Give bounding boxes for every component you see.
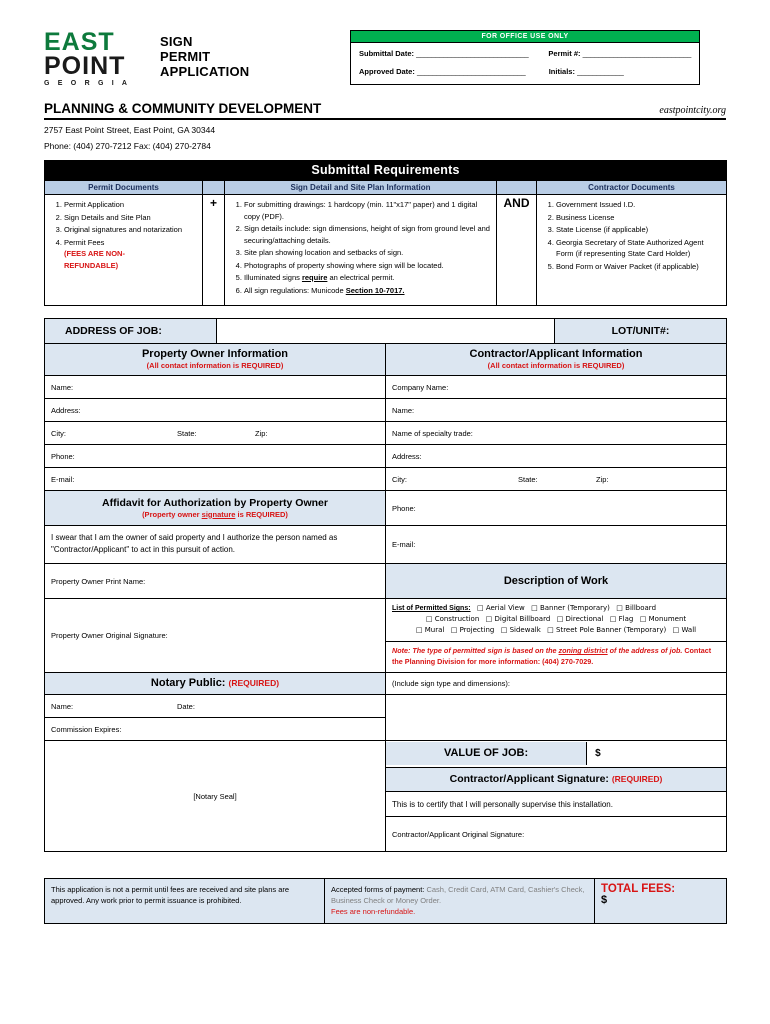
notary-seal-box[interactable]: [Notary Seal] (45, 741, 386, 852)
list-item: 1. Permit Application (64, 199, 197, 211)
note-zoning-district: zoning district (558, 646, 608, 655)
sign-option-monument[interactable]: □ Monument (635, 615, 687, 623)
footer-table (44, 878, 727, 924)
form-title-line1: SIGN (160, 34, 193, 49)
submittal-spacer-2 (497, 181, 537, 195)
sign-option-wall[interactable]: □ Wall (668, 626, 697, 634)
submittal-spacer-1 (203, 181, 225, 195)
contractor-address-field[interactable]: Address: (386, 445, 727, 468)
list-item: 4. Georgia Secretary of State Authorized Agent Form (if representing State Card Holder) (556, 237, 721, 260)
note-italic-1: The type of permitted sign is based on the (410, 646, 559, 655)
affidavit-title: Affidavit for Authorization by Property Owner (102, 496, 328, 509)
approved-date-input[interactable]: ____________________________ (416, 67, 526, 76)
sign-option-label: Sidewalk (509, 626, 541, 634)
office-row-approved (359, 67, 691, 76)
address-lot-row (44, 318, 727, 344)
sign-option-label: Projecting (459, 626, 495, 634)
lot-unit-label: LOT/UNIT#: (555, 319, 727, 344)
form-title-line3: APPLICATION (160, 64, 250, 79)
department-phone-fax: Phone: (404) 270-7212 Fax: (404) 270-2784 (44, 141, 211, 151)
affidavit-statement: I swear that I am the owner of said property and I authorize the person named as "Contractor/Applicant" to act in this pursuit of action. (45, 526, 386, 564)
owner-name-field[interactable]: Name: (45, 376, 386, 399)
value-of-job-row (386, 741, 727, 768)
note-rest: Contact the Planning Division for more information: (404) 270-7029. (392, 646, 712, 666)
list-item: 5. Bond Form or Waiver Packet (if applicable) (556, 261, 721, 273)
list-item: 1. Government Issued I.D. (556, 199, 721, 211)
submittal-title: Submittal Requirements (45, 161, 727, 181)
footer-permit-note: This application is not a permit until fees are received and site plans are approved. Any work prior to permit issuance is prohibited. (45, 879, 325, 924)
permitted-signs-list (386, 599, 727, 642)
owner-address-field[interactable]: Address: (45, 399, 386, 422)
office-row-submittal (359, 49, 691, 58)
note-italic-2: of the address of job. (607, 646, 683, 655)
address-of-job-label: ADDRESS OF JOB: (45, 319, 217, 344)
fees-nonrefundable-line2: REFUNDABLE) (64, 260, 119, 270)
department-title: PLANNING & COMMUNITY DEVELOPMENT (44, 101, 322, 116)
sign-option-label: Monument (648, 615, 687, 623)
certify-statement: This is to certify that I will personally supervise this installation. (386, 792, 727, 817)
contractor-city-label: City: (392, 474, 407, 484)
contractor-email-field[interactable]: E-mail: (386, 526, 727, 564)
sign-option-label: Wall (681, 626, 697, 634)
sign-option-label: Street Pole Banner (Temporary) (556, 626, 667, 634)
form-title-line2: PERMIT (160, 49, 211, 64)
affidavit-sub-pre: (Property owner (142, 509, 202, 519)
contractor-title: Contractor/Applicant Information (469, 348, 643, 360)
form-title (160, 30, 310, 79)
sign-option-flag[interactable]: □ Flag (605, 615, 634, 623)
sign-option-banner[interactable]: □ Banner (Temporary) (526, 604, 610, 612)
affidavit-subtitle (49, 510, 381, 519)
total-fees-label: TOTAL FEES: (601, 883, 676, 895)
submittal-permit-documents (45, 195, 203, 306)
notary-name-label: Name: (51, 701, 74, 711)
contractor-signature-required: (REQUIRED) (611, 774, 663, 785)
illuminated-post: an electrical permit. (327, 273, 395, 282)
owner-state-label: State: (177, 428, 197, 438)
sign-option-street-pole-banner[interactable]: □ Street Pole Banner (Temporary) (542, 626, 667, 634)
total-fees-input[interactable]: $ (601, 894, 608, 906)
submittal-col2-header: Sign Detail and Site Plan Information (225, 181, 497, 195)
sign-option-sidewalk[interactable]: □ Sidewalk (496, 626, 541, 634)
department-bar (44, 101, 726, 120)
list-item (244, 272, 491, 284)
sign-option-mural[interactable]: □ Mural (415, 626, 445, 634)
permit-number-input[interactable]: ____________________________ (582, 49, 691, 58)
submittal-date-label: Submittal Date: (359, 49, 415, 58)
note-label: Note: (392, 646, 411, 655)
list-item: 2. Business License (556, 212, 721, 224)
fees-nonrefundable-line1: (FEES ARE NON- (64, 249, 125, 258)
list-item: 4. Photographs of property showing where sign will be located. (244, 260, 491, 272)
affidavit-sub-underline: signature (201, 509, 236, 519)
sign-option-aerial-view[interactable]: □ Aerial View (472, 604, 525, 612)
owner-zip-label: Zip: (255, 428, 268, 438)
municode-pre: All sign regulations: Municode (244, 285, 346, 295)
permitted-signs-label: List of Permitted Signs: (392, 605, 471, 612)
submittal-sign-detail (225, 195, 497, 306)
contractor-signature-title: Contractor/Applicant Signature: (449, 773, 609, 786)
list-item: 2. Sign details include: sign dimensions, height of sign from ground level and securing/attaching details. (244, 223, 491, 246)
value-of-job-input[interactable]: $ (595, 748, 601, 760)
municode-section-link[interactable]: Section 10-7017. (345, 285, 405, 295)
contractor-section-header (386, 344, 727, 376)
and-symbol: AND (497, 195, 537, 306)
list-item: 1. For submitting drawings: 1 hardcopy (min. 11"x17" paper) and 1 digital copy (PDF). (244, 199, 491, 222)
contractor-city-state-zip-field[interactable] (386, 468, 727, 491)
logo-point-text: POINT (44, 52, 126, 80)
list-item: 3. Original signatures and notarization (64, 224, 197, 236)
list-item (244, 285, 491, 297)
address-of-job-input[interactable] (217, 319, 555, 344)
footer-payment-note (325, 879, 595, 924)
main-body-table (44, 343, 727, 852)
contractor-state-label: State: (518, 474, 538, 484)
list-item (64, 237, 197, 272)
sign-option-label: Construction (434, 615, 480, 623)
description-of-work-header: Description of Work (386, 564, 727, 599)
property-owner-section-header (45, 344, 386, 376)
contractor-subtitle: (All contact information is REQUIRED) (487, 361, 625, 370)
description-of-work-blank[interactable] (386, 695, 727, 741)
contractor-specialty-trade-field[interactable]: Name of specialty trade: (386, 422, 727, 445)
notary-title: Notary Public: (150, 677, 226, 689)
footer-total-fees (595, 879, 727, 924)
contractor-company-name-field[interactable]: Company Name: (386, 376, 727, 399)
logo-east-text: EAST (44, 28, 115, 56)
sign-option-label: Directional (565, 615, 604, 623)
permit-fees-text: Permit Fees (64, 237, 105, 247)
plus-symbol: + (203, 195, 225, 306)
owner-phone-field[interactable]: Phone: (45, 445, 386, 468)
sign-option-billboard[interactable]: □ Billboard (611, 604, 657, 612)
submittal-contractor-documents (537, 195, 727, 306)
payment-label: Accepted forms of payment: (331, 885, 425, 894)
owner-city-label: City: (51, 428, 66, 438)
sign-option-projecting[interactable]: □ Projecting (446, 626, 495, 634)
permit-number-label: Permit #: (548, 49, 581, 58)
zoning-district-note (386, 642, 727, 673)
submittal-requirements-table (44, 160, 727, 306)
notary-public-header (45, 673, 386, 695)
property-owner-title: Property Owner Information (141, 348, 289, 360)
office-use-box (350, 30, 700, 85)
list-item: 3. State License (if applicable) (556, 224, 721, 236)
department-website[interactable]: eastpointcity.org (659, 105, 726, 116)
illuminated-require: require (301, 273, 328, 282)
department-address: 2757 East Point Street, East Point, GA 30344 (44, 125, 216, 135)
property-owner-subtitle: (All contact information is REQUIRED) (146, 361, 284, 370)
city-logo (44, 30, 148, 87)
sign-option-label: Billboard (625, 604, 657, 612)
sign-option-label: Mural (424, 626, 445, 634)
payment-nonrefundable: Fees are non-refundable. (331, 907, 416, 916)
contractor-zip-label: Zip: (596, 474, 609, 484)
sign-option-directional[interactable]: □ Directional (552, 615, 604, 623)
affidavit-sub-post: is REQUIRED) (235, 509, 288, 519)
list-item: 3. Site plan showing location and setbacks of sign. (244, 247, 491, 259)
approved-date-label: Approved Date: (359, 67, 415, 76)
office-use-header: FOR OFFICE USE ONLY (351, 31, 699, 43)
initials-input[interactable]: ____________ (577, 67, 624, 76)
contractor-original-signature-field[interactable]: Contractor/Applicant Original Signature: (386, 817, 727, 852)
sign-option-label: Flag (618, 615, 634, 623)
owner-original-signature-field[interactable]: Property Owner Original Signature: (45, 599, 386, 673)
list-item: 2. Sign Details and Site Plan (64, 212, 197, 224)
payment-methods: Cash, Credit Card, ATM Card, Cashier's Check, Business Check or Money Order. (331, 885, 585, 905)
submittal-col3-header: Contractor Documents (537, 181, 727, 195)
submittal-col1-header: Permit Documents (45, 181, 203, 195)
contractor-signature-header (386, 767, 727, 792)
page-header (44, 30, 726, 87)
sign-option-digital-billboard[interactable]: □ Digital Billboard (481, 615, 551, 623)
contractor-name-field[interactable]: Name: (386, 399, 727, 422)
initials-label: Initials: (548, 67, 575, 76)
contractor-phone-field[interactable]: Phone: (386, 491, 727, 526)
sign-option-label: Digital Billboard (494, 615, 551, 623)
sign-option-construction[interactable]: □ Construction (425, 615, 480, 623)
notary-commission-expires-field[interactable]: Commission Expires: (45, 718, 386, 741)
submittal-date-input[interactable]: _____________________________ (416, 49, 529, 58)
affidavit-header (45, 491, 386, 526)
owner-email-field[interactable]: E-mail: (45, 468, 386, 491)
notary-required: (REQUIRED) (228, 678, 280, 688)
notary-date-label: Date: (177, 701, 195, 711)
sign-option-label: Aerial View (485, 604, 525, 612)
illuminated-pre: Illuminated signs (244, 273, 302, 282)
logo-georgia-text: G E O R G I A (44, 80, 131, 87)
value-of-job-label: VALUE OF JOB: (386, 742, 587, 765)
sign-option-label: Banner (Temporary) (539, 604, 610, 612)
owner-print-name-field[interactable]: Property Owner Print Name: (45, 564, 386, 599)
include-sign-type-field[interactable]: (Include sign type and dimensions): (386, 673, 727, 695)
owner-city-state-zip-field[interactable] (45, 422, 386, 445)
notary-name-date-field[interactable] (45, 695, 386, 718)
